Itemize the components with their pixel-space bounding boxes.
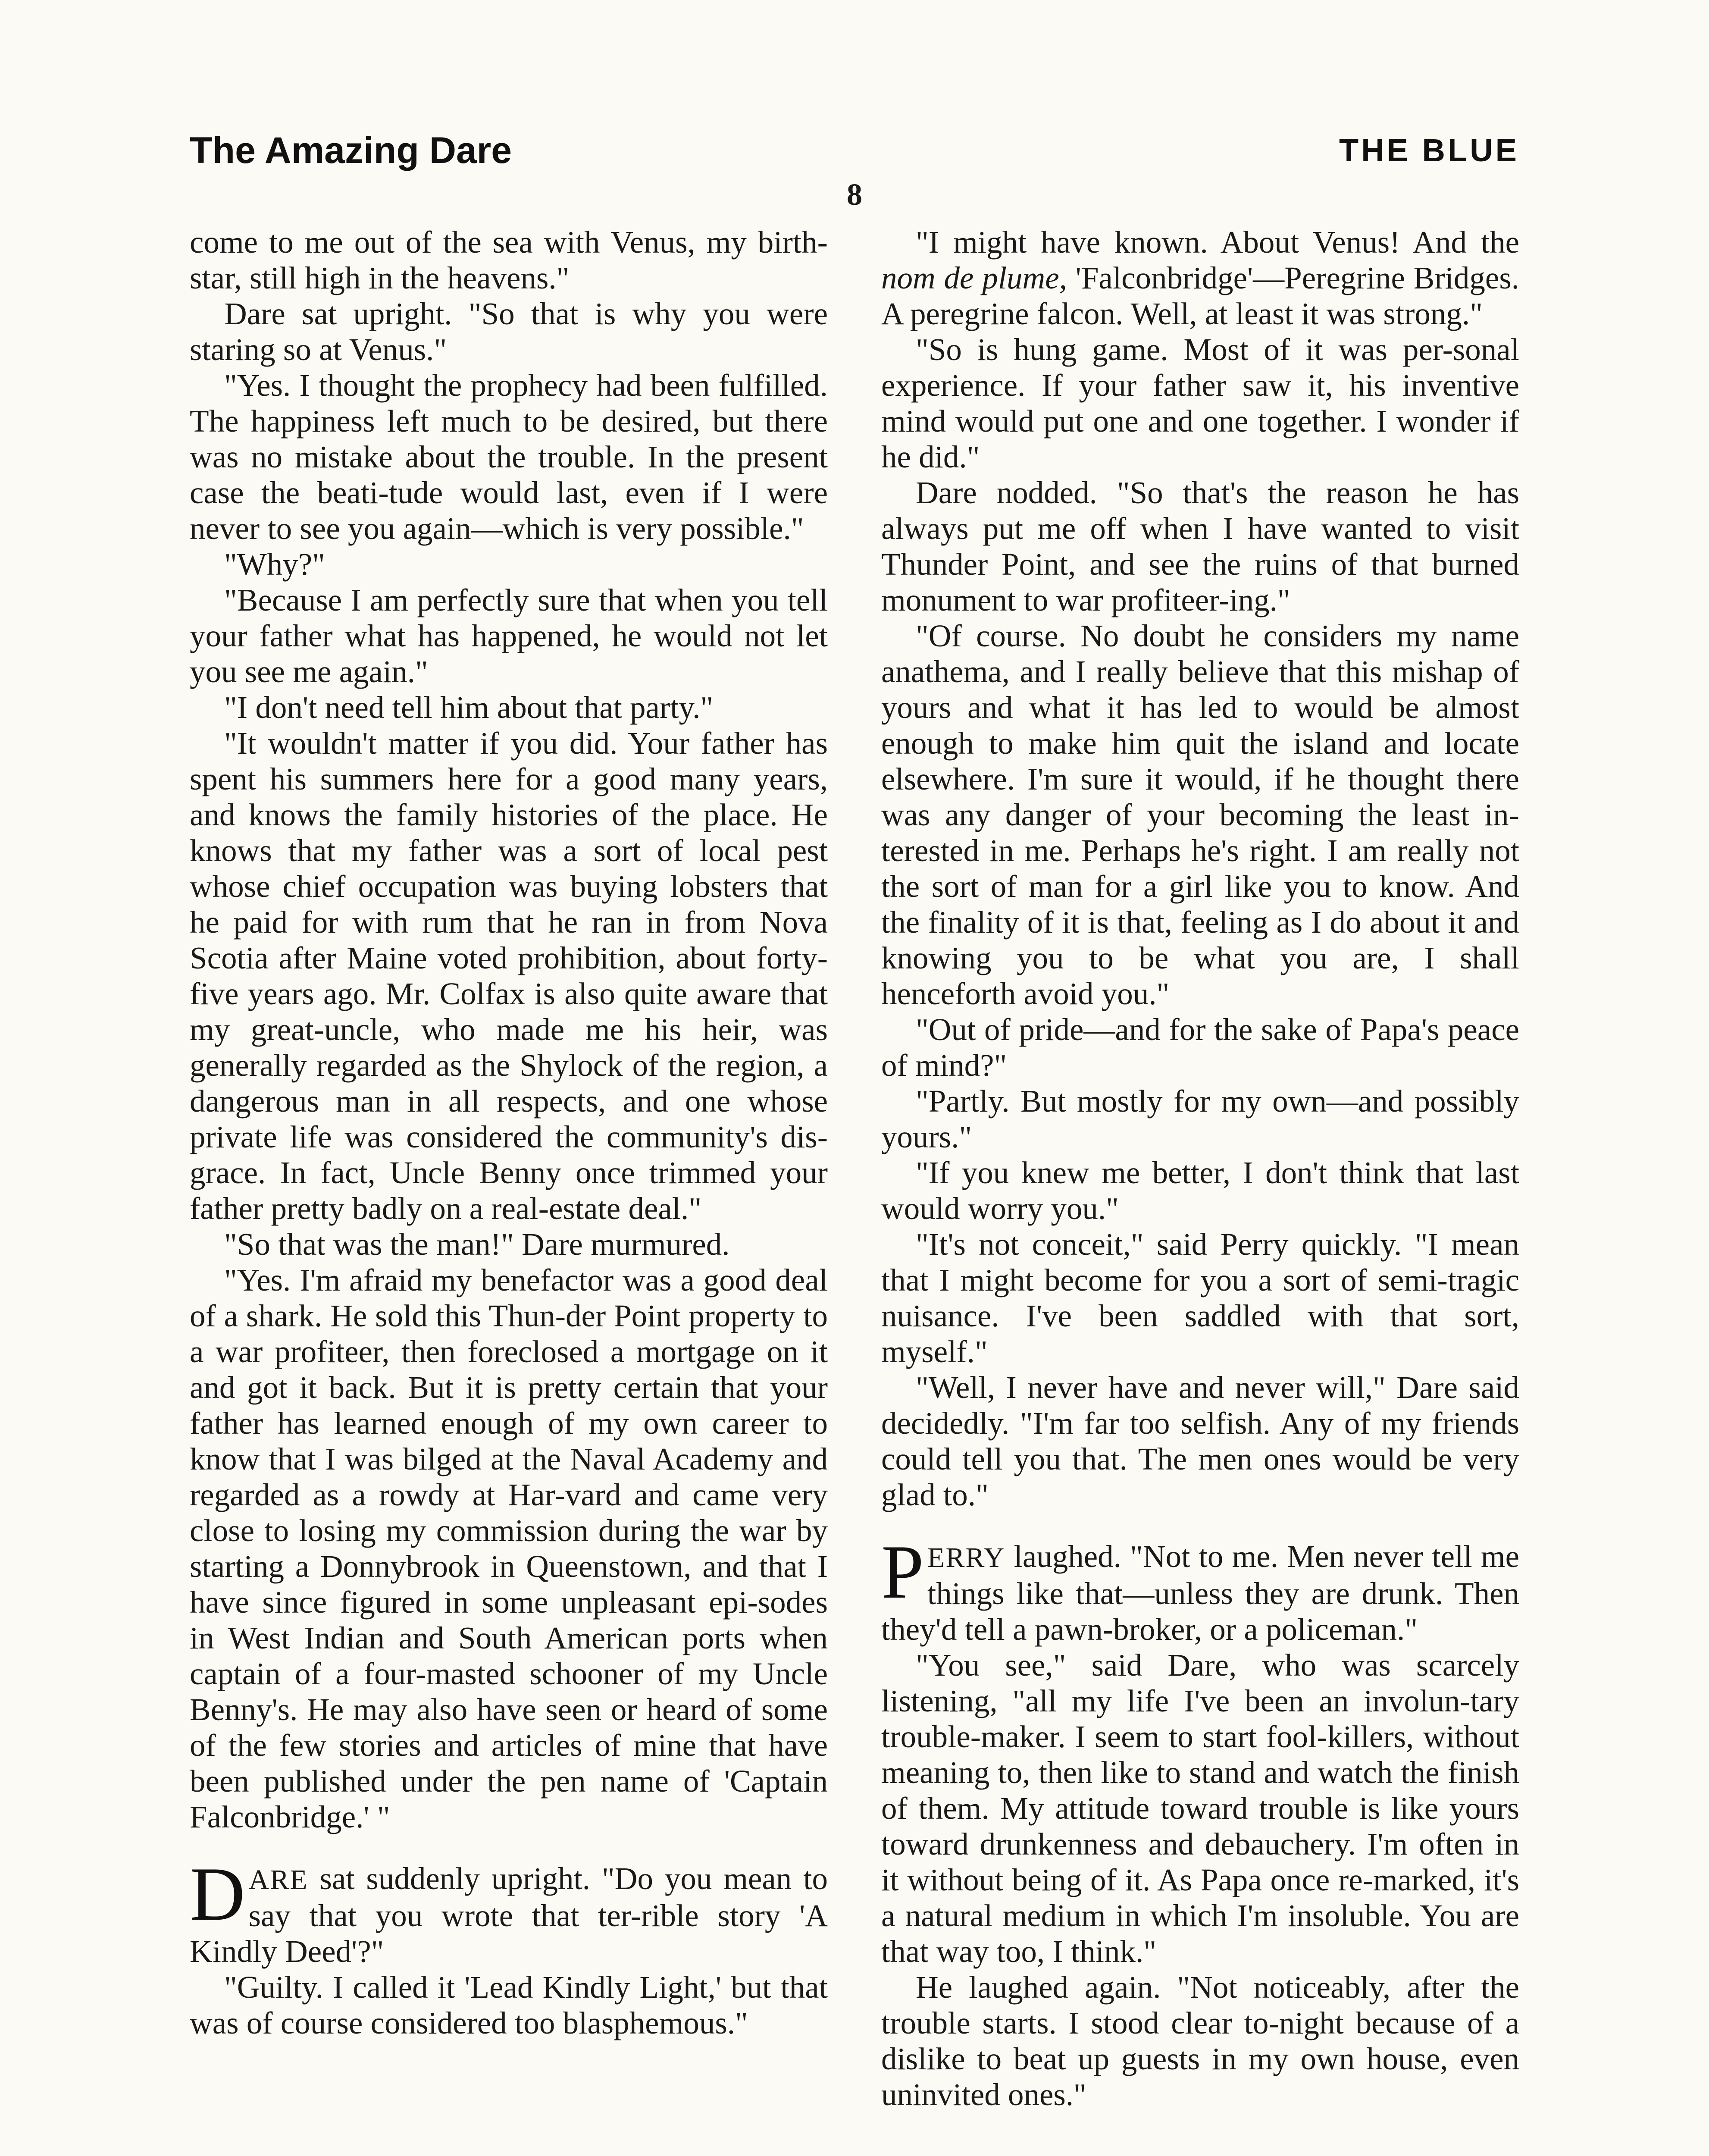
- paragraph: come to me out of the sea with Venus, my birth-star, still high in the heavens.": [190, 225, 828, 295]
- paragraph: "Of course. No doubt he considers my name anathema, and I really believe that this mishap of yours and what it has led to would be almost enough to make him quit the island and locate elsewhere. I'm sure it would, if he thought there was any danger of your becoming the least in-terested in me. Perhaps he's right. I am really not the sort of man for a girl like you to know. And the finality of it is that, feeling as I do about it and knowing you to be what you are, I shall henceforth avoid you.": [881, 618, 1519, 1011]
- paragraph: "So that was the man!" Dare murmured.: [224, 1227, 730, 1262]
- magazine-title: THE BLUE: [1339, 132, 1519, 168]
- paragraph-text: laughed. "Not to me. Men never tell me things like that—unless they are drunk. Then they'd tell a pawn-broker, or a policeman.": [881, 1539, 1519, 1647]
- paragraph: "You see," said Dare, who was scarcely listening, "all my life I've been an involun-tary trouble-maker. I seem to start fool-killers, without meaning to, then like to stand and watch the finish of them. My attitude toward trouble is like yours toward drunkenness and debauchery. I'm often in it without being of it. As Papa once re-marked, it's a natural medium in which I'm insoluble. You are that way too, I think.": [881, 1648, 1519, 1969]
- paragraph-text: sat suddenly upright. "Do you mean to say that you wrote that ter-rible story 'A Kindly Deed'?": [190, 1861, 828, 1969]
- story-body: [190, 224, 1519, 2156]
- paragraph: "Yes. I'm afraid my benefactor was a good deal of a shark. He sold this Thun-der Point property to a war profiteer, then foreclosed a mortgage on it and got it back. But it is pretty certain that your father has learned enough of my own career to know that I was bilged at the Naval Academy and regarded as a rowdy at Har-vard and came very close to losing my commission during the war by starting a Donnybrook in Queenstown, and that I have since figured in some unpleasant epi-sodes in West Indian and South American ports when captain of a four-masted schooner of my Uncle Benny's. He may also have seen or heard of some of the few stories and articles of mine that have been published under the pen name of 'Captain Falconbridge.' ": [190, 1263, 828, 1834]
- paragraph: [881, 224, 1519, 332]
- paragraph: "Guilty. I called it 'Lead Kindly Light,' but that was of course considered too blasphemous.": [190, 1970, 828, 2040]
- paragraph: "Because I am perfectly sure that when you tell your father what has happened, he would not let you see me again.": [190, 583, 828, 689]
- small-caps-lead: ARE: [248, 1864, 308, 1896]
- paragraph: "I don't need tell him about that party.": [224, 690, 714, 725]
- drop-cap: D: [190, 1851, 245, 1937]
- section-opening-paragraph: [190, 1851, 828, 1969]
- paragraph-text: 'Falconbridge'—Peregrine Bridges. A peregrine falcon. Well, at least it was strong.": [881, 260, 1519, 331]
- left-column: [190, 224, 828, 2156]
- paragraph: Dare sat upright. "So that is why you were staring so at Venus.": [190, 296, 828, 367]
- paragraph: "Out of pride—and for the sake of Papa's peace of mind?": [881, 1012, 1519, 1083]
- paragraph: "So is hung game. Most of it was per-sonal experience. If your father saw it, his inventive mind would put one and one together. I wonder if he did.": [881, 332, 1519, 474]
- drop-cap: P: [881, 1529, 924, 1614]
- paragraph: "Yes. I thought the prophecy had been fulfilled. The happiness left much to be desired, but there was no mistake about the trouble. In the present case the beati-tude would last, even if I were never to see you again—which is very possible.": [190, 368, 828, 546]
- story-title: The Amazing Dare: [190, 130, 512, 171]
- paragraph: "It's not conceit," said Perry quickly. "I mean that I might become for you a sort of semi-tragic nuisance. I've been saddled with that sort, myself.": [881, 1227, 1519, 1369]
- paragraph-text: "I might have known. About Venus! And the: [916, 225, 1519, 260]
- italic-phrase: nom de plume,: [881, 260, 1067, 295]
- paragraph: He laughed again. "Not noticeably, after the trouble starts. I stood clear to-night because of a dislike to beat up guests in my own house, even uninvited ones.": [881, 1970, 1519, 2112]
- paragraph: "Why?": [224, 547, 325, 582]
- paragraph: "It wouldn't matter if you did. Your father has spent his summers here for a good many years, and knows the family histories of the place. He knows that my father was a sort of local pest whose chief occupation was buying lobsters that he paid for with rum that he ran in from Nova Scotia after Maine voted prohibition, about forty-five years ago. Mr. Colfax is also quite aware that my great-uncle, who made me his heir, was generally regarded as the Shylock of the region, a dangerous man in all respects, and one whose private life was considered the community's dis-grace. In fact, Uncle Benny once trimmed your father pretty badly on a real-estate deal.": [190, 726, 828, 1226]
- page-number: 8: [847, 177, 862, 212]
- section-opening-paragraph: [881, 1529, 1519, 1647]
- paragraph: "Partly. But mostly for my own—and possibly yours.": [881, 1084, 1519, 1154]
- paragraph: "If you knew me better, I don't think that last would worry you.": [881, 1155, 1519, 1226]
- paragraph: "Well, I never have and never will," Dare said decidedly. "I'm far too selfish. Any of my friends could tell you that. The men ones would be very glad to.": [881, 1370, 1519, 1512]
- paragraph: Dare nodded. "So that's the reason he has always put me off when I have wanted to visit Thunder Point, and see the ruins of that burned monument to war profiteer-ing.": [881, 475, 1519, 617]
- small-caps-lead: ERRY: [927, 1542, 1005, 1573]
- right-column: [881, 224, 1519, 2156]
